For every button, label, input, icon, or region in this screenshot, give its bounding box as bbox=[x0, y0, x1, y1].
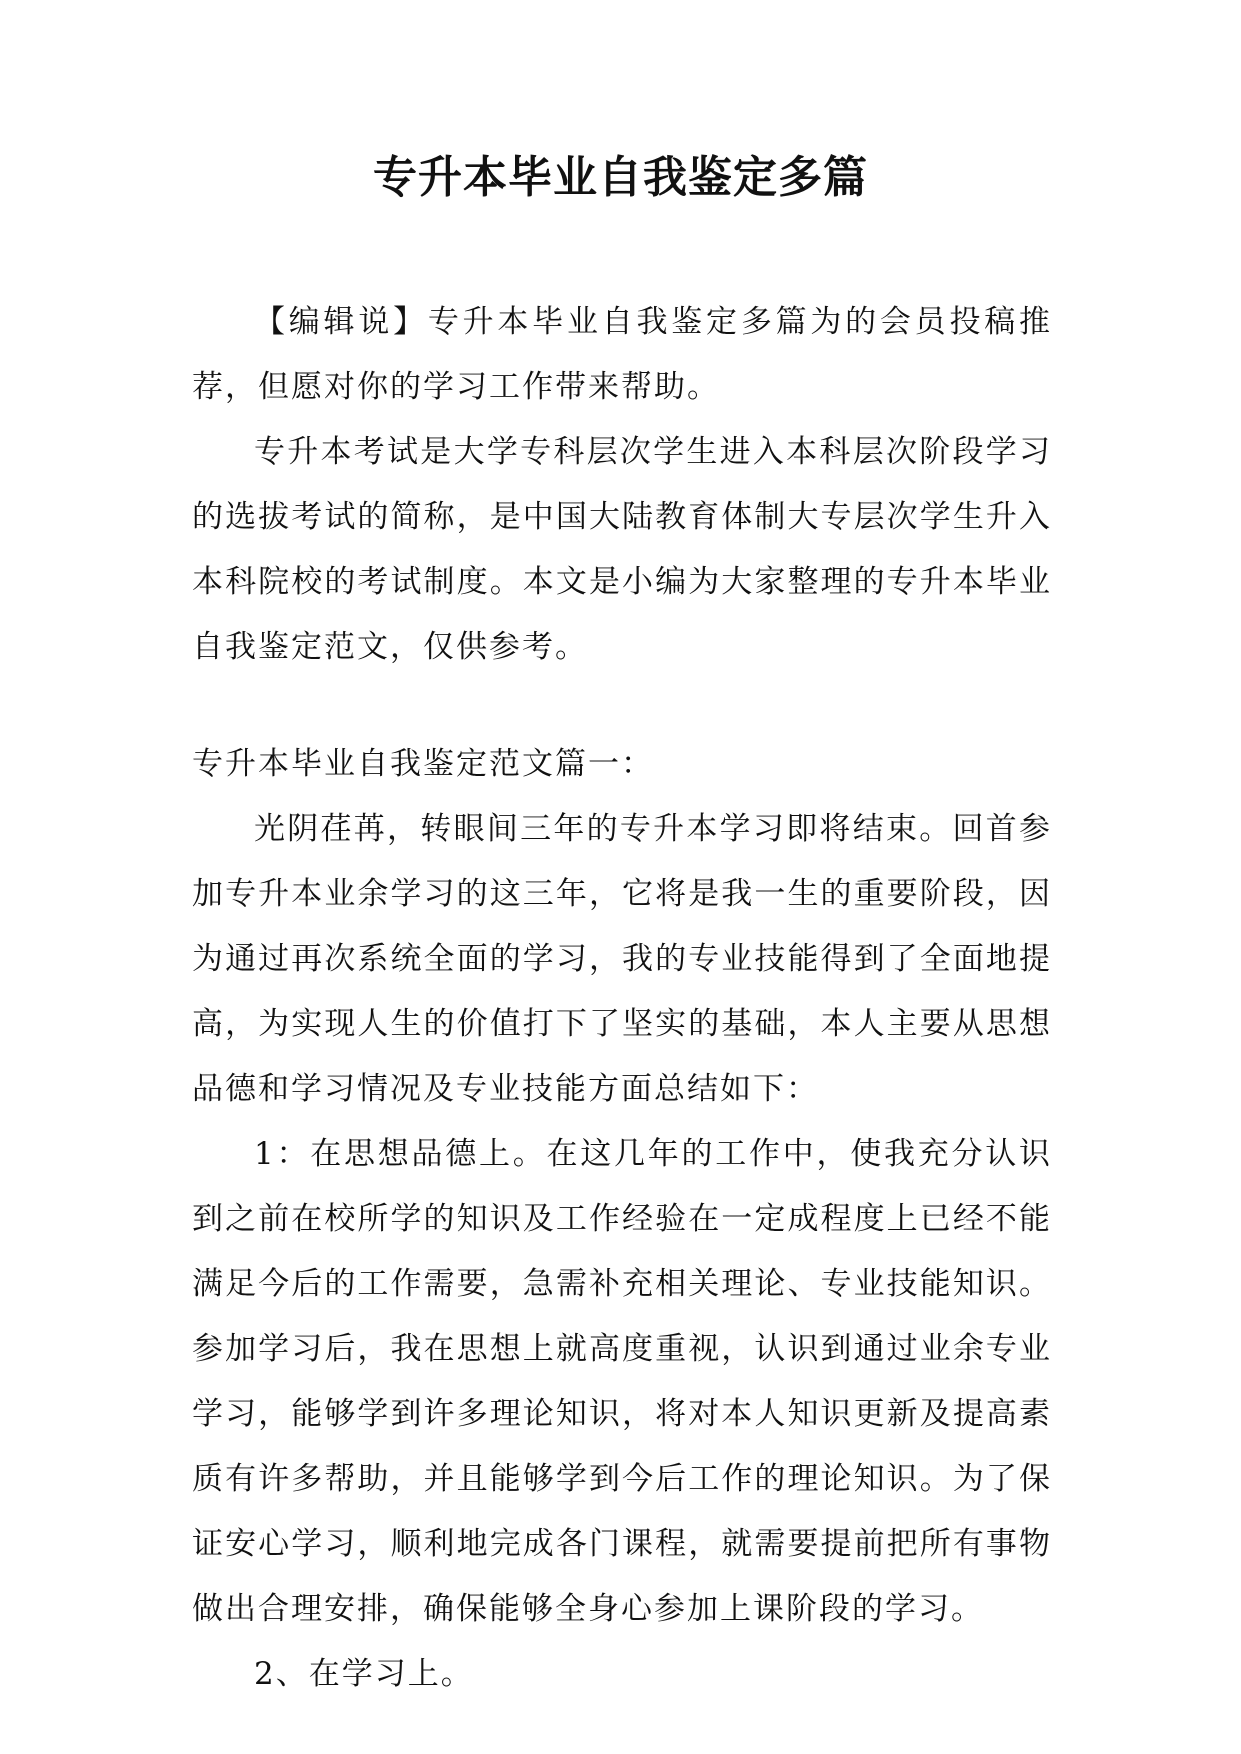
body-paragraph-ideology: 1：在思想品德上。在这几年的工作中，使我充分认识到之前在校所学的知识及工作经验在一定成程度上已经不能满足今后的工作需要，急需补充相关理论、专业技能知识。参加学习后，我在思想上就高度重视，认识到通过业余专业学习，能够学到许多理论知识，将对本人知识更新及提高素质有许多帮助，并且能够学到今后工作的理论知识。为了保证安心学习，顺利地完成各门课程，就需要提前把所有事物做出合理安排，确保能够全身心参加上课阶段的学习。 bbox=[192, 1136, 1052, 1627]
editor-note-paragraph: 【编辑说】专升本毕业自我鉴定多篇为的会员投稿推荐，但愿对你的学习工作带来帮助。 bbox=[192, 304, 1052, 405]
body-paragraph-study: 2、在学习上。 bbox=[254, 1656, 474, 1692]
section-heading: 专升本毕业自我鉴定范文篇一： bbox=[192, 746, 654, 782]
body-paragraph-opening: 光阴荏苒，转眼间三年的专升本学习即将结束。回首参加专升本业余学习的这三年，它将是我一生的重要阶段，因为通过再次系统全面的学习，我的专业技能得到了全面地提高，为实现人生的价值打下了坚实的基础，本人主要从思想品德和学习情况及专业技能方面总结如下： bbox=[192, 811, 1052, 1107]
section-gap bbox=[192, 680, 1052, 732]
document-title: 专升本毕业自我鉴定多篇 bbox=[373, 152, 868, 203]
intro-paragraph: 专升本考试是大学专科层次学生进入本科层次阶段学习的选拔考试的简称，是中国大陆教育体制大专层次学生升入本科院校的考试制度。本文是小编为大家整理的专升本毕业自我鉴定范文，仅供参考。 bbox=[192, 434, 1052, 665]
document-body bbox=[192, 290, 1052, 1707]
